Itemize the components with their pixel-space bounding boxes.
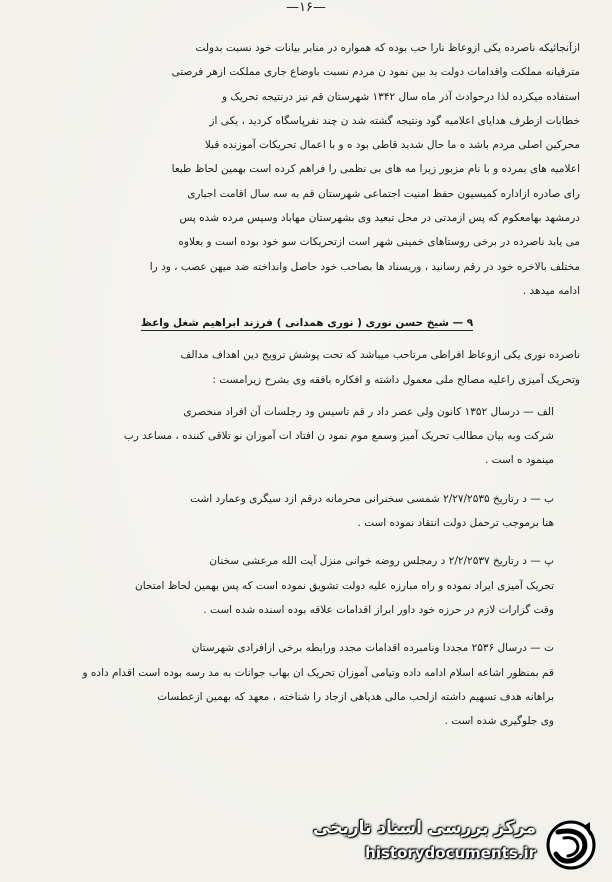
text-line: تحریک آمیزی ایراد نموده و راه مبارزه علیه دولت تشویق نموده است که پس بهمین لحاظ امتحان [135,579,554,592]
text-line: محرکین اصلی مردم باشد ه ما حال شدید قاطی بود ه و با اعمال تحریکات آموزنده قبلا [204,139,580,152]
text-line: درمشهد بهامعکوم که پس ازمدتی در محل تبعید وی بشهرستان مهاباد وسپس مرده شده پس [179,212,580,225]
text-line: ب — د رتاریخ ۲/۲۷/۲۵۳۵ شمسی سخنرانی محرمانه درقم ازد سیگری وعمارد اشت [190,492,554,505]
document-body [34,36,580,733]
text-line: مختلف بالاخره خود در رقم رسانید ، وریسناد ها بصاحب خود حاصل وانداخته ضد میهن عصب ، ود را [149,260,580,273]
list-item-alef [34,400,580,473]
list-item-be [34,487,580,536]
page-number: —١۶— [286,0,326,15]
text-line: اعلامیه های بمرده و با نام مزبور زیرا مه های بی نظمی را فراهم کرده است بهمین لحاظ طبعا [171,163,580,176]
section-heading [34,311,580,335]
text-line: وتحریک آمیزی راعلیه مصالح ملی معمول داشته و افکاره بافقه وی بشرح زیرامست : [212,373,580,386]
text-line: مترقیانه مملکت واقدامات دولت بد بین نمود ن مردم نسبت باوضاع جاری مملکت ازهر فرصتی [171,66,580,79]
list-item-pe [34,549,580,622]
list-item-te [34,636,580,733]
text-line: هنا برموجب ترحمل دولت انتقاد نموده است . [357,517,554,530]
text-line: براهانه هدف تسهیم داشته ازلحب مالی هدیاهی ازجاد را شناخته ، معهد که بهمین ازعطسات [157,690,554,703]
text-line: شرکت وبه بیان مطالب تحریک آمیز وسمع موم نمود ن افتاد ات آموزان نو تلاقی کننده ، مساعد رب [123,430,554,443]
paragraph-2 [34,343,580,392]
archive-scroll-icon [544,818,598,872]
text-line: رای صادره ازاداره کمیسیون حفظ امنیت اجتماعی شهرستان قم به سه سال اقامت اجباری [187,187,580,200]
text-line: خطابات ازطرف هدایای اعلامیه گود ونتیجه گشته شد ن چند نفرپاسگاه کردید ، یکی از [209,114,580,127]
text-line: می یابد ناصرده در برخی روستاهای خمینی شهر است ازتحریکات سو خود بوده است و بعلاوه [178,236,580,249]
text-line: وی جلوگیری شده است . [444,715,554,728]
text-line: الف — درسال ۱۳۵۲ کانون ولی عصر داد ر قم تاسیس ود رجلسات آن افراد منحصری [183,405,554,418]
watermark-logo[interactable] [308,816,598,870]
section-heading-text: ۹ — شیخ حسن نوری ( نوری همدانی ) فرزند ابراهیم شغل واعظ [140,317,474,330]
text-line: ادامه میدهد . [522,284,580,297]
watermark-site: historydocuments.ir [365,844,536,862]
watermark-title: مرکز بررسی اسناد تاریخی [313,818,536,838]
text-line: استفاده میکرده لذا درحوادث آذر ماه سال ۱۳۴۲ شهرستان قم نیز درنتیجه تحریک و [222,90,580,103]
text-line: وقت گزارات لازم در حرزه خود داور ابراز اقدامات علاقه بوده اسنده شده است . [203,603,554,616]
text-line: قم بمنظور اشاعه اسلام ادامه داده وتیامی آموزان تحریک ان بهاب جوانات به مد رسه بوده است اقدام داده و [82,666,554,679]
text-line: ناصرده نوری یکی ازوعاظ افراطی مرتاحب میباشد که تحت پوشش ترویج دین اهداف مدالف [180,349,580,362]
text-line: ت — درسال ۲۵۳۶ مجددا ونامبرده اقدامات مجدد ورابطه برخی ازافرادی شهرستان [191,642,554,655]
text-line: ازآنجائیکه ناصرده یکی ازوعاظ نارا حب بوده که همواره در منابر بیانات خود نسبت بدولت [195,42,580,54]
text-line: پ — د رتاریخ ۲/۲/۲۵۳۷ د رمجلس روضه خوانی منزل آیت الله مرعشی سخنان [209,555,554,568]
text-line: مینمود ه است . [484,454,554,467]
paragraph-1 [34,36,580,303]
